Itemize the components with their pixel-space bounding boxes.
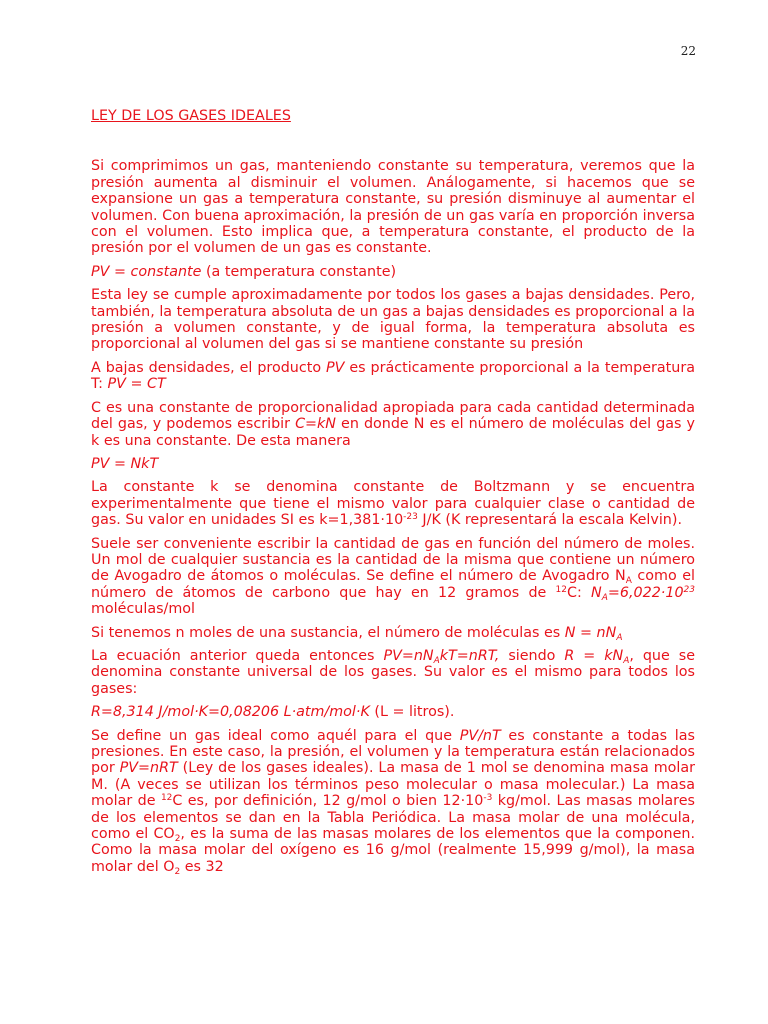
equation-pv-nkt: PV = NkT bbox=[91, 455, 159, 472]
page-content bbox=[91, 108, 695, 882]
paragraph-densities: Esta ley se cumple aproximadamente por todos los gases a bajas densidades. Pero, también, la temperatura absoluta de un gas a bajas densidades es proporcional a la presión a volumen constante, y de igual forma, la temperatura absoluta es proporcional al volumen del gas si se mantiene constante su presión bbox=[91, 287, 695, 353]
section-title: LEY DE LOS GASES IDEALES bbox=[91, 108, 291, 124]
paragraph-boyle: Si comprimimos un gas, manteniendo constante su temperatura, veremos que la presión aumenta al disminuir el volumen. Análogamente, si hacemos que se expansione un gas a temperatura constante, su presión disminuye al aumentar el volumen. Con buena aproximación, la presión de un gas varía en proporción inversa con el volumen. Esto implica que, a temperatura constante, el producto de la presión por el volumen de un gas es constante. bbox=[91, 158, 695, 257]
paragraph-pv-ct: A bajas densidades, el producto PV es prácticamente proporcional a la temperatura T: PV = CT bbox=[91, 359, 695, 393]
paragraph-ideal-gas: Se define un gas ideal como aquél para el que PV/nT es constante a todas las presiones. En este caso, la presión, el volumen y la temperatura están relacionados por PV=nRT (Ley de los gases ideales). La masa de 1 mol se denomina masa molar M. (A veces se utilizan los términos peso molecular o masa molecular.) La masa molar de $^{12}$C es, por definición, 12 g/mol o bien $12\cdot 10^{-3}$ kg/mol. Las masas molares de los elementos se dan en la Tabla Periódica. La masa molar de una molécula, como el $CO_2$, es la suma de las masas molares de los elementos que la componen. Como la masa molar del oxígeno es 16 g/mol (realmente 15,999 g/mol), la masa molar del $O_2$ es 32 bbox=[91, 727, 695, 877]
page-number: 22 bbox=[680, 44, 696, 58]
paragraph-moles: Si tenemos n moles de una sustancia, el número de moléculas es $N = nN_A$ bbox=[91, 624, 623, 643]
paragraph-avogadro: Suele ser conveniente escribir la cantidad de gas en función del número de moles. Un mol de cualquier sustancia es la cantidad de la misma que contiene un número de Avogadro de átomos o moléculas. Se define el número de Avogadro $N_A$ como el número de átomos de carbono que hay en 12 gramos de $^{12}$C: $N_A=6,022\cdot 10^{23}$ moléculas/mol bbox=[91, 535, 695, 618]
paragraph-gas-constant: La ecuación anterior queda entonces $PV=nN_AkT=nRT$, siendo $R = kN_A$, que se denomina constante universal de los gases. Su valor es el mismo para todos los gases: bbox=[91, 647, 695, 697]
paragraph-constant-c: C es una constante de proporcionalidad apropiada para cada cantidad determinada del gas, y podemos escribir C=kN en donde N es el número de moléculas del gas y k es una constante. De esta manera bbox=[91, 399, 695, 449]
paragraph-boltzmann: La constante k se denomina constante de Boltzmann y se encuentra experimentalmente que tiene el mismo valor para cualquier clase o cantidad de gas. Su valor en unidades SI es $k=1,381\cdot 10^{-23}$ J/K (K representará la escala Kelvin). bbox=[91, 479, 695, 529]
equation-pv-constant: PV = constante (a temperatura constante) bbox=[91, 263, 397, 280]
equation-r-value: R=8,314 J/mol·K=0,08206 L·atm/mol·K (L = litros). bbox=[91, 704, 455, 721]
